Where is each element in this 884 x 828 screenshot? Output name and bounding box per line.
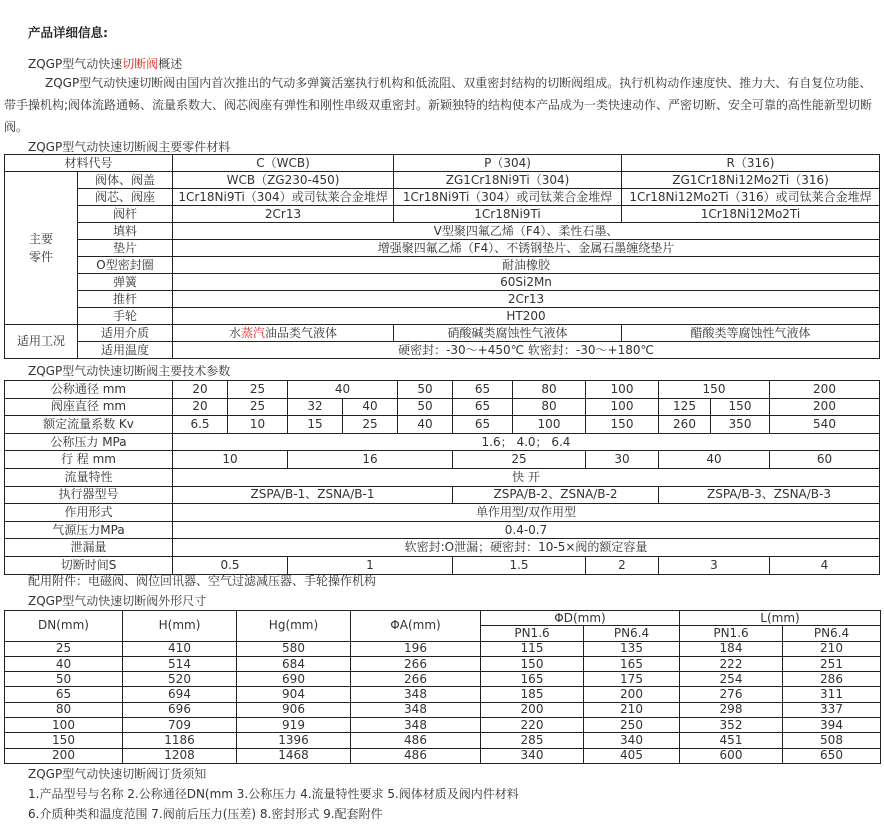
table-row [5, 451, 880, 469]
cell: 3 [659, 556, 770, 574]
table-row [5, 381, 880, 399]
cell: 694 [123, 687, 237, 702]
cell: 405 [584, 748, 680, 763]
steam-link[interactable]: 蒸汽 [241, 325, 266, 340]
table-row [5, 672, 881, 687]
cell: 60 [770, 451, 880, 469]
materials-table [4, 154, 880, 359]
header-a: ΦA(mm) [351, 611, 481, 642]
materials-title: ZQGP型气动快速切断阀主要零件材料 [28, 140, 231, 154]
cell: 200 [770, 381, 880, 399]
cell: 184 [680, 641, 783, 656]
table-row [5, 702, 881, 717]
cell: 508 [783, 733, 881, 748]
cell: 222 [680, 656, 783, 671]
row-label: 气源压力MPa [5, 521, 173, 539]
cell: ZSPA/B-3、ZSNA/B-3 [659, 486, 880, 504]
cell: 251 [783, 656, 881, 671]
row-label: 阀杆 [78, 206, 173, 223]
cell: 904 [237, 687, 351, 702]
table-row [5, 656, 881, 671]
section-heading: 产品详细信息: [28, 25, 108, 40]
table-row [5, 539, 880, 557]
dims-title: ZQGP型气动快速切断阀外形尺寸 [28, 594, 207, 608]
cell: 394 [783, 718, 881, 733]
cell: 298 [680, 702, 783, 717]
header-h: H(mm) [123, 611, 237, 642]
table-row [5, 172, 880, 189]
cell: 15 [288, 416, 343, 434]
cell: 690 [237, 672, 351, 687]
cell: ZSPA/B-2、ZSNA/B-2 [453, 486, 659, 504]
cell: 1Cr18Ni9Ti [394, 206, 622, 223]
cell: 50 [398, 381, 453, 399]
cell: 1Cr18Ni9Ti（304）或司钛莱合金堆焊 [173, 189, 394, 206]
cell: 350 [711, 416, 770, 434]
subheader: PN6.4 [783, 626, 881, 641]
cell: 1Cr18Ni12Mo2Ti（316）或司钛莱合金堆焊 [622, 189, 880, 206]
cell: 135 [584, 641, 680, 656]
cell: 520 [123, 672, 237, 687]
cell: 4 [770, 556, 880, 574]
header-dn: DN(mm) [5, 611, 123, 642]
cell: 684 [237, 656, 351, 671]
row-label: 切断时间S [5, 556, 173, 574]
group-main-parts [5, 172, 78, 325]
cell: 0.5 [173, 556, 288, 574]
header-p: P（304) [394, 155, 622, 172]
cell: 696 [123, 702, 237, 717]
accessories-text: 配用附件：电磁阀、阀位回讯器、空气过滤减压器、手轮操作机构 [28, 574, 377, 588]
cell: 486 [351, 733, 481, 748]
cell: 80 [5, 702, 123, 717]
cell: 25 [453, 451, 586, 469]
header-c: C（WCB) [173, 155, 394, 172]
cell: 60Si2Mn [173, 274, 880, 291]
order-line1: 1.产品型号与名称 2.公称通径DN(mm 3.公称压力 4.流量特性要求 5.阀体材质及阀内件材料 [28, 787, 519, 801]
row-label: 阀体、阀盖 [78, 172, 173, 189]
cell: 软密封:O泄漏；硬密封：10-5×阀的额定容量 [173, 539, 880, 557]
cell: 快 开 [173, 468, 880, 486]
cell: 1.5 [453, 556, 586, 574]
row-label: 执行器型号 [5, 486, 173, 504]
cell: 709 [123, 718, 237, 733]
row-label: 填料 [78, 223, 173, 240]
cell: V型聚四氟乙烯（F4）、柔性石墨、 [173, 223, 880, 240]
row-label: 流量特性 [5, 468, 173, 486]
group-conditions: 适用工况 [5, 325, 78, 359]
cell: 650 [783, 748, 881, 763]
cell: 20 [173, 381, 228, 399]
cell: 200 [584, 687, 680, 702]
row-label: 泄漏量 [5, 539, 173, 557]
cell: 1208 [123, 748, 237, 763]
cell: 100 [586, 398, 659, 416]
cell: 210 [783, 641, 881, 656]
cell: 266 [351, 656, 481, 671]
table-row [5, 468, 880, 486]
overview-paragraph-line3: 阀。 [4, 120, 29, 134]
cell: 25 [5, 641, 123, 656]
row-label: 公称通径 mm [5, 381, 173, 399]
row-label: 推杆 [78, 291, 173, 308]
cell: 352 [680, 718, 783, 733]
row-label: 手轮 [78, 308, 173, 325]
table-row [5, 521, 880, 539]
cell: 150 [659, 381, 770, 399]
cell: 增强聚四氟乙烯（F4）、不锈钢垫片、金属石墨缠绕垫片 [173, 240, 880, 257]
cell: 50 [398, 398, 453, 416]
order-line2: 6.介质种类和温度范围 7.阀前后压力(压差) 8.密封形式 9.配套附件 [28, 807, 383, 821]
cell: 150 [586, 416, 659, 434]
subheader: PN1.6 [481, 626, 584, 641]
table-row [5, 223, 880, 240]
cell: 600 [680, 748, 783, 763]
cell: 单作用型/双作用型 [173, 504, 880, 522]
row-label: 额定流量系数 Kv [5, 416, 173, 434]
cell: 6.5 [173, 416, 228, 434]
row-label: 行 程 mm [5, 451, 173, 469]
cell: 1Cr18Ni12Mo2Ti [622, 206, 880, 223]
cell: 65 [453, 416, 513, 434]
cell: 125 [659, 398, 711, 416]
cell: 285 [481, 733, 584, 748]
cell: 451 [680, 733, 783, 748]
cell: 919 [237, 718, 351, 733]
cell: 165 [584, 656, 680, 671]
cell: 20 [173, 398, 228, 416]
table-row [5, 718, 881, 733]
table-row [5, 748, 881, 763]
cell: 40 [659, 451, 770, 469]
overview-title [28, 55, 182, 72]
subheader: PN1.6 [680, 626, 783, 641]
cell: 100 [513, 416, 586, 434]
row-label: O型密封圈 [78, 257, 173, 274]
cell: HT200 [173, 308, 880, 325]
cell: 100 [586, 381, 659, 399]
cell: 80 [513, 381, 586, 399]
cell: 100 [5, 718, 123, 733]
cell: 348 [351, 718, 481, 733]
group-main-parts-label: 主要 零件 [28, 232, 53, 264]
cell: 340 [481, 748, 584, 763]
cell: 16 [288, 451, 453, 469]
cell: 1.6； 4.0； 6.4 [173, 433, 880, 451]
cell: 65 [453, 398, 513, 416]
tech-title: ZQGP型气动快速切断阀主要技术参数 [28, 364, 231, 378]
cell: 2 [586, 556, 659, 574]
table-row [5, 206, 880, 223]
cell: 10 [173, 451, 288, 469]
cell: 254 [680, 672, 783, 687]
cell: 40 [398, 416, 453, 434]
cell: 50 [5, 672, 123, 687]
cell: 2Cr13 [173, 291, 880, 308]
overview-paragraph-line1: ZQGP型气动快速切断阀由国内首次推出的气动多弹簧活塞执行机构和低流阻、双重密封结构的切断阀组成。执行机构动作速度快、推力大、有自复位功能、 [45, 76, 872, 90]
cell: 580 [237, 641, 351, 656]
table-row [5, 504, 880, 522]
cell: 1468 [237, 748, 351, 763]
cell: 40 [5, 656, 123, 671]
cell: 1396 [237, 733, 351, 748]
cell: ZG1Cr18Ni9Ti（304) [394, 172, 622, 189]
cell: 514 [123, 656, 237, 671]
cell: 260 [659, 416, 711, 434]
table-row [5, 398, 880, 416]
cell: 40 [288, 381, 398, 399]
header-hg: Hg(mm) [237, 611, 351, 642]
cell: 486 [351, 748, 481, 763]
cell: WCB（ZG230-450) [173, 172, 394, 189]
cell: 25 [228, 398, 288, 416]
cell: 65 [5, 687, 123, 702]
cell: 115 [481, 641, 584, 656]
cell: 220 [481, 718, 584, 733]
cell: 1 [288, 556, 453, 574]
table-row [5, 274, 880, 291]
table-row [5, 611, 881, 626]
subheader: PN6.4 [584, 626, 680, 641]
row-label: 弹簧 [78, 274, 173, 291]
cell: 185 [481, 687, 584, 702]
cell: 25 [228, 381, 288, 399]
row-label: 适用介质 [78, 325, 173, 342]
cell: 65 [453, 381, 513, 399]
overview-paragraph-line2: 带手操机构;阀体流路通畅、流量系数大、阀芯阀座有弹性和刚性串级双重密封。新颖独特的结构使本产品成为一类快速动作、严密切断、安全可靠的高性能新型切断 [4, 98, 873, 112]
cell: 150 [481, 656, 584, 671]
cell: 286 [783, 672, 881, 687]
cell: 1186 [123, 733, 237, 748]
cell: 耐油橡胶 [173, 257, 880, 274]
table-row [5, 325, 880, 342]
cell: 0.4-0.7 [173, 521, 880, 539]
cell: 266 [351, 672, 481, 687]
cell: ZSPA/B-1、ZSNA/B-1 [173, 486, 453, 504]
table-row [5, 641, 881, 656]
dims-table [4, 610, 881, 764]
cell-text: 油品类气液体 [265, 325, 338, 340]
table-row [5, 240, 880, 257]
cell: 175 [584, 672, 680, 687]
order-title: ZQGP型气动快速切断阀订货须知 [28, 767, 207, 781]
table-row [5, 416, 880, 434]
cell: 340 [584, 733, 680, 748]
cell: 硬密封：-30～+450℃ 软密封：-30～+180℃ [173, 342, 880, 359]
dims-body [5, 641, 881, 763]
cell: 250 [584, 718, 680, 733]
row-label: 阀座直径 mm [5, 398, 173, 416]
cell: 2Cr13 [173, 206, 394, 223]
cell: 150 [711, 398, 770, 416]
table-row [5, 433, 880, 451]
header-r: R（316) [622, 155, 880, 172]
cell: 40 [343, 398, 398, 416]
cell: 1Cr18Ni9Ti（304）或司钛莱合金堆焊 [394, 189, 622, 206]
cell: 硝酸碱类腐蚀性气液体 [394, 325, 622, 342]
table-row [5, 308, 880, 325]
cell: 165 [481, 672, 584, 687]
header-d: ΦD(mm) [481, 611, 680, 626]
row-label: 适用温度 [78, 342, 173, 359]
cell: 30 [586, 451, 659, 469]
table-row [5, 687, 881, 702]
overview-title-text: ZQGP型气动快速 [28, 57, 123, 71]
header-l: L(mm) [680, 611, 881, 626]
table-row [5, 155, 880, 172]
cell [173, 325, 394, 342]
cell: 196 [351, 641, 481, 656]
cell: 348 [351, 702, 481, 717]
cell: 410 [123, 641, 237, 656]
cell: 276 [680, 687, 783, 702]
cell: 311 [783, 687, 881, 702]
cell: 10 [228, 416, 288, 434]
cell: 337 [783, 702, 881, 717]
cell: 200 [481, 702, 584, 717]
cell: 348 [351, 687, 481, 702]
table-row [5, 342, 880, 359]
cell: 210 [584, 702, 680, 717]
cell: 25 [343, 416, 398, 434]
tech-table [4, 380, 880, 575]
cell: 200 [770, 398, 880, 416]
table-row [5, 291, 880, 308]
overview-title-link[interactable]: 切断阀 [122, 57, 159, 71]
cell: 200 [5, 748, 123, 763]
row-label: 公称压力 MPa [5, 433, 173, 451]
row-label: 垫片 [78, 240, 173, 257]
cell: 32 [288, 398, 343, 416]
row-label: 阀芯、阀座 [78, 189, 173, 206]
cell-text: 水 [228, 325, 241, 340]
header-material-code: 材料代号 [5, 155, 173, 172]
overview-title-suffix: 概述 [158, 57, 183, 71]
table-row [5, 733, 881, 748]
cell: 醋酸类等腐蚀性气液体 [622, 325, 880, 342]
table-row [5, 189, 880, 206]
table-row [5, 486, 880, 504]
row-label: 作用形式 [5, 504, 173, 522]
cell: 80 [513, 398, 586, 416]
cell: 906 [237, 702, 351, 717]
table-row [5, 257, 880, 274]
cell: 150 [5, 733, 123, 748]
cell: 540 [770, 416, 880, 434]
cell: ZG1Cr18Ni12Mo2Ti（316) [622, 172, 880, 189]
